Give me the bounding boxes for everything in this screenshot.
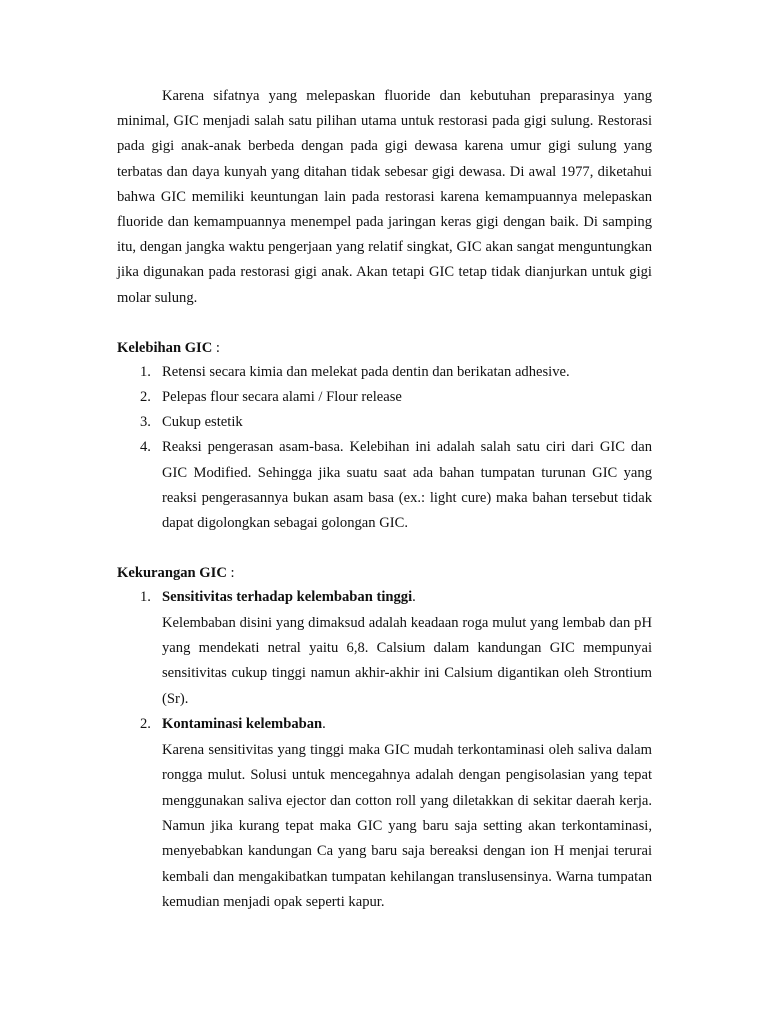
list-item-text: Cukup estetik	[162, 414, 243, 431]
list-item-text: Retensi secara kimia dan melekat pada dentin dan berikatan adhesive.	[162, 363, 570, 380]
section-spacer	[117, 536, 652, 561]
list-number: 1.	[140, 589, 151, 606]
list-item	[117, 585, 652, 712]
disadvantages-heading-colon: :	[226, 565, 235, 582]
list-number: 1.	[140, 363, 151, 380]
disadvantages-heading-text: Kekurangan GIC	[117, 565, 227, 582]
list-item-description: Kelembaban disini yang dimaksud adalah keadaan roga mulut yang lembab dan pH yang mendekati netral yaitu 6,8. Calsium dalam kandungan GIC mempunyai sensitivitas cukup tinggi namun akhir-akhir ini Calsium digantikan oleh Strontium (Sr).	[162, 614, 652, 707]
advantages-heading-colon: :	[212, 339, 220, 356]
list-item-title: Sensitivitas terhadap kelembaban tinggi	[162, 589, 413, 606]
list-item	[117, 385, 652, 410]
disadvantages-list	[117, 585, 652, 915]
list-number: 2.	[140, 716, 151, 733]
list-number: 3.	[140, 414, 151, 431]
list-number: 2.	[140, 389, 151, 406]
list-item	[117, 410, 652, 435]
disadvantages-heading	[117, 561, 652, 585]
list-item	[117, 712, 652, 915]
list-item	[117, 435, 652, 536]
section-spacer	[117, 311, 652, 336]
advantages-list	[117, 360, 652, 536]
advantages-heading-text: Kelebihan GIC	[117, 339, 213, 356]
list-item-title-period: .	[322, 716, 326, 733]
list-item	[117, 360, 652, 385]
intro-paragraph: Karena sifatnya yang melepaskan fluoride dan kebutuhan preparasinya yang minimal, GIC menjadi salah satu pilihan utama untuk restorasi pada gigi sulung. Restorasi pada gigi anak-anak berbeda dengan pada gigi dewasa karena umur gigi sulung yang terbatas dan daya kunyah yang ditahan tidak sebesar gigi dewasa. Di awal 1977, diketahui bahwa GIC memiliki keuntungan lain pada restorasi karena kemampuannya melepaskan fluoride dan kemampuannya menempel pada jaringan keras gigi dengan baik. Di samping itu, dengan jangka waktu pengerjaan yang relatif singkat, GIC akan sangat menguntungkan jika digunakan pada restorasi gigi anak. Akan tetapi GIC tetap tidak dianjurkan untuk gigi molar sulung.	[117, 88, 652, 306]
document-page	[117, 84, 652, 916]
list-item-text: Pelepas flour secara alami / Flour release	[162, 389, 402, 406]
list-item-title: Kontaminasi kelembaban	[162, 716, 323, 733]
list-item-description: Karena sensitivitas yang tinggi maka GIC mudah terkontaminasi oleh saliva dalam rongga mulut. Solusi untuk mencegahnya adalah dengan pengisolasian yang tepat menggunakan saliva ejector dan cotton roll yang diletakkan di sekitar daerah kerja. Namun jika kurang tepat maka GIC yang baru saja setting akan terkontaminasi, menyebabkan kandungan Ca yang baru saja bereaksi dengan ion H menjai terurai kembali dan mengakibatkan tumpatan kehilangan translusensinya. Warna tumpatan kemudian menjadi opak seperti kapur.	[162, 741, 652, 911]
list-item-text: Reaksi pengerasan asam-basa. Kelebihan ini adalah salah satu ciri dari GIC dan GIC Modified. Sehingga jika suatu saat ada bahan tumpatan turunan GIC yang reaksi pengerasannya bukan asam basa (ex.: light cure) maka bahan tersebut tidak dapat digolongkan sebagai golongan GIC.	[162, 439, 652, 532]
list-number: 4.	[140, 439, 151, 456]
advantages-heading	[117, 336, 652, 360]
list-item-title-period: .	[412, 589, 416, 606]
